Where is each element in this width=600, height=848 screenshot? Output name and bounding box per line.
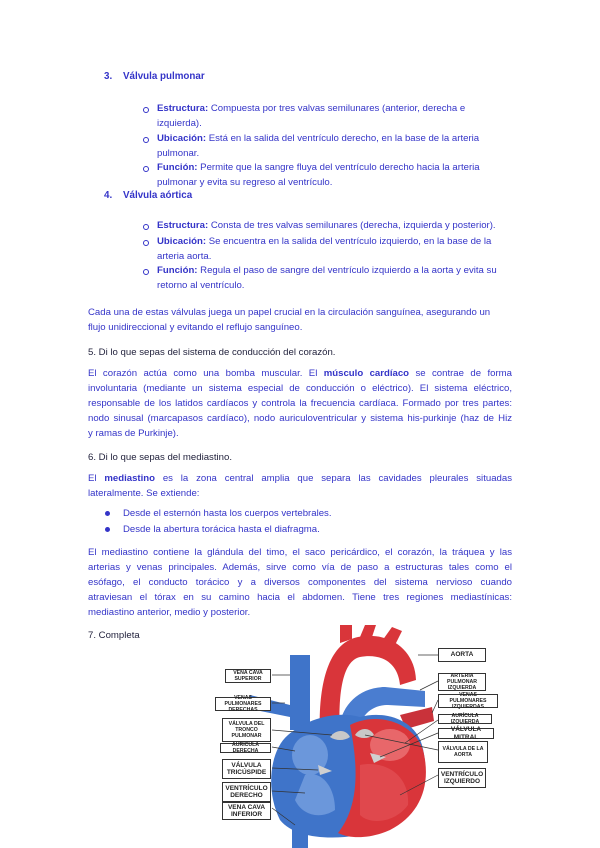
label-auricula-derecha: AURÍCULA DERECHA xyxy=(220,743,271,753)
valve-item: Ubicación: Se encuentra en la salida del ventrículo izquierdo, en la base de la xyxy=(157,236,492,247)
answer-line: arterias y venas principales. Además, sirve como vía de paso a estructuras tales como el xyxy=(88,562,512,573)
aortic-branch-shape xyxy=(360,625,376,637)
vena-cava-inferior-shape xyxy=(292,815,308,848)
mediastino-bullet: Desde la abertura torácica hasta el diafragma. xyxy=(123,524,320,535)
label-valvula-tricuspide: VÁLVULA TRICÚSPIDE xyxy=(222,759,271,779)
answer-line: mediastino anterior, medio y posterior. xyxy=(88,607,251,618)
summary-line: flujo unidireccional y evitando el reflujo sanguíneo. xyxy=(88,322,303,333)
question-6: 6. Di lo que sepas del mediastino. xyxy=(88,452,232,463)
valve-number: 4. xyxy=(104,190,113,201)
dot-bullet-icon xyxy=(105,527,110,532)
summary-line: Cada una de estas válvulas juega un papel crucial en la circulación sanguínea, asegurando un xyxy=(88,307,491,318)
valve-item-cont: izquierda). xyxy=(157,118,202,129)
circle-bullet-icon xyxy=(143,166,149,172)
label-auricula-izquierda: AURÍCULA IZQUIERDA xyxy=(438,714,492,724)
valve-item: Estructura: Consta de tres valvas semilunares (derecha, izquierda y posterior). xyxy=(157,220,496,231)
answer-line: involuntaria (mediante un sistema especial de conducción o eléctrico). El sistema eléctrico, xyxy=(88,383,512,394)
label-valvula-aorta: VÁLVULA DE LA AORTA xyxy=(438,741,488,763)
mediastino-bullet: Desde el esternón hasta los cuerpos vertebrales. xyxy=(123,508,332,519)
valve-item-cont: arteria aorta. xyxy=(157,251,212,262)
circle-bullet-icon xyxy=(143,269,149,275)
valve-item: Función: Permite que la sangre fluya del ventrículo derecho hacia la arteria xyxy=(157,162,480,173)
answer-line: El corazón actúa como una bomba muscular. El músculo cardíaco se contrae de forma xyxy=(88,368,512,379)
label-vena-cava-inferior: VENA CAVA INFERIOR xyxy=(222,802,271,820)
answer-line: responsable de los latidos cardíacos y controla la frecuencia cardíaca. Formado por tres partes: xyxy=(88,398,512,409)
label-ventriculo-derecho: VENTRÍCULO DERECHO xyxy=(222,782,271,802)
answer-line: esófago, el conducto torácico y a diversos componentes del sistema nervioso cuando xyxy=(88,577,512,588)
dot-bullet-icon xyxy=(105,511,110,516)
valve-title: Válvula pulmonar xyxy=(123,71,205,82)
answer-line: atraviesan el tórax en su camino hacia el abdomen. Tiene tres regiones mediastínicas: xyxy=(88,592,512,603)
label-ventriculo-izquierdo: VENTRÍCULO IZQUIERDO xyxy=(438,768,486,788)
label-aorta: AORTA xyxy=(438,648,486,662)
circle-bullet-icon xyxy=(143,224,149,230)
valve-item-cont: pulmonar. xyxy=(157,148,200,159)
valve-item-cont: retorno al ventrículo. xyxy=(157,280,245,291)
vena-cava-superior-shape xyxy=(290,655,310,730)
label-valvula-tronco-pulmonar: VÁLVULA DEL TRONCO PULMONAR xyxy=(222,718,271,742)
valve-title: Válvula aórtica xyxy=(123,190,193,201)
answer-line: El mediastino es la zona central amplia que separa las cavidades pleurales situadas xyxy=(88,473,512,484)
answer-line: y ramas de Purkinje). xyxy=(88,428,179,439)
label-venas-pulmonares-derechas: VENAS PULMONARES DERECHAS xyxy=(215,697,271,711)
question-7: 7. Completa xyxy=(88,630,140,641)
label-vena-cava-superior: VENA CAVA SUPERIOR xyxy=(225,669,271,683)
valve-item-cont: pulmonar y evita su regreso al ventrículo. xyxy=(157,177,333,188)
valve-number: 3. xyxy=(104,71,113,82)
answer-line: nodo sinusal (marcapasos cardíaco), nodo auriculoventricular y sistema his-purkinje (haz de Hiz xyxy=(88,413,512,424)
valve-item: Ubicación: Está en la salida del ventrículo derecho, en la base de la arteria xyxy=(157,133,480,144)
valve-item: Estructura: Compuesta por tres valvas semilunares (anterior, derecha e xyxy=(157,103,466,114)
circle-bullet-icon xyxy=(143,240,149,246)
label-venas-pulmonares-izquierdas: VENAS PULMONARES IZQUIERDAS xyxy=(438,694,498,708)
label-valvula-mitral: VÁLVULA MITRAL xyxy=(438,728,494,739)
valve-item: Función: Regula el paso de sangre del ventrículo izquierdo a la aorta y evita su xyxy=(157,265,497,276)
circle-bullet-icon xyxy=(143,137,149,143)
circle-bullet-icon xyxy=(143,107,149,113)
label-arteria-pulmonar-izquierda: ARTERIA PULMONAR IZQUIERDA xyxy=(438,673,486,691)
question-5: 5. Di lo que sepas del sistema de conducción del corazón. xyxy=(88,347,336,358)
answer-line: El mediastino contiene la glándula del timo, el saco pericárdico, el corazón, la tráquea y las xyxy=(88,547,512,558)
answer-line: lateralmente. Se extiende: xyxy=(88,488,200,499)
